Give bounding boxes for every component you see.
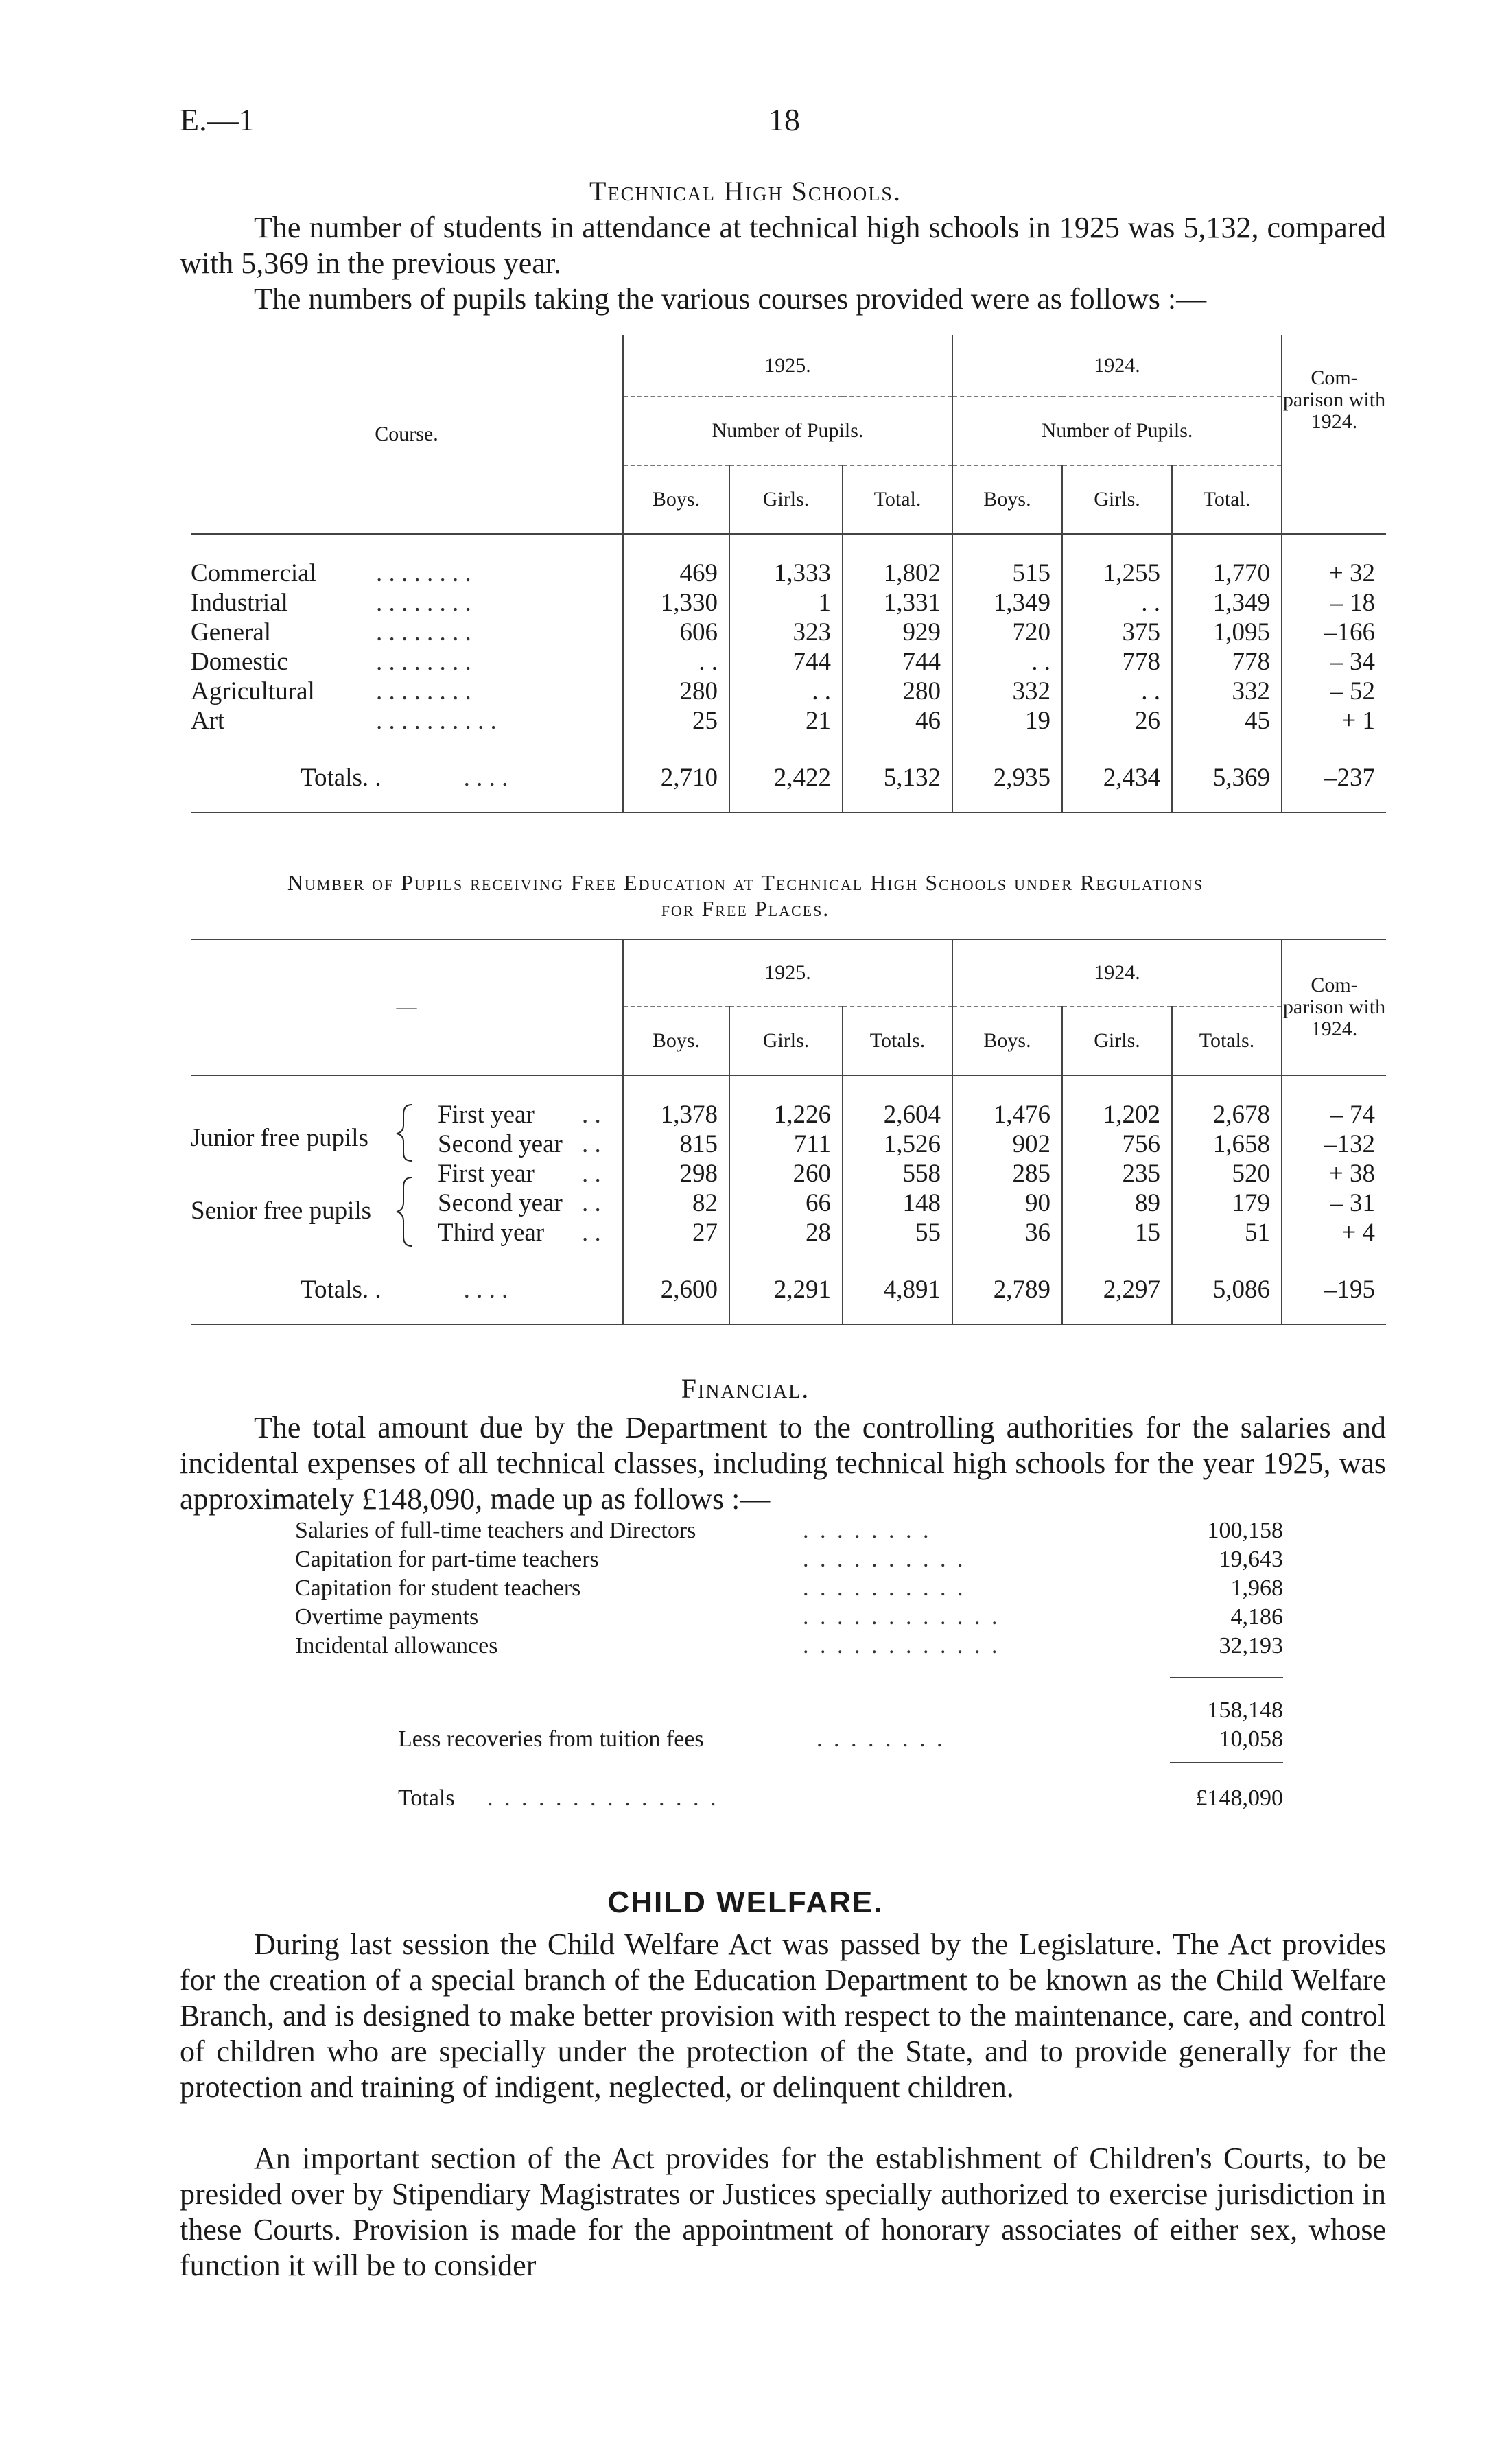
fp-boys-1925-header: Boys. — [623, 1007, 729, 1075]
fp-totals-1925-header: Totals. — [843, 1007, 952, 1075]
financial-totals-row — [295, 1785, 1283, 1814]
boys-1925-header: Boys. — [623, 465, 729, 534]
financial-item-label: Capitation for student teachers — [295, 1575, 581, 1601]
course-b25: 280 — [623, 677, 729, 706]
course-b24: 1,349 — [952, 588, 1062, 618]
free-pupils-row — [191, 1159, 1386, 1188]
free-pupils-t25: 55 — [843, 1218, 952, 1247]
course-cmp: + 1 — [1282, 706, 1386, 736]
course-label-cell — [191, 588, 623, 618]
child-welfare-title: CHILD WELFARE. — [607, 1886, 884, 1919]
free-pupils-b24: 90 — [952, 1188, 1062, 1218]
course-b24: 332 — [952, 677, 1062, 706]
fp-totals-row — [191, 1272, 1386, 1306]
free-pupils-dots: . . — [582, 1219, 601, 1247]
course-label: Agricultural — [191, 677, 315, 705]
course-g25: 1,333 — [729, 559, 843, 588]
financial-item-dots: . . . . . . . . . . — [803, 1575, 966, 1601]
free-pupils-dots: . . — [582, 1101, 601, 1129]
free-pupils-cmp: –132 — [1282, 1129, 1386, 1159]
course-t25: 1,802 — [843, 559, 952, 588]
total-rule — [1170, 1762, 1283, 1763]
child-welfare-paragraph-1: During last session the Child Welfare Act was passed by the Legislature. The Act provides for the creation of a special branch of the Education Department to be known as the Child Welfare Branch, and is designed to make better provision with respect to the maintenance, care, and control of children who are specially under the protection of the State, and to provide generally for the protection and training of indigent, neglected, or delinquent children. — [180, 1927, 1386, 2104]
fp-totals-label: Totals. . — [301, 1275, 381, 1304]
course-b25: 469 — [623, 559, 729, 588]
free-places-title-line-1: Number of Pupils receiving Free Education at Technical High Schools under Regulations — [287, 870, 1204, 895]
free-pupils-b24: 36 — [952, 1218, 1062, 1247]
course-cmp: –166 — [1282, 618, 1386, 647]
free-pupils-g24: 15 — [1062, 1218, 1172, 1247]
course-dots: . . . . . . . . — [376, 618, 471, 646]
course-label-cell — [191, 706, 623, 736]
course-t25: 1,331 — [843, 588, 952, 618]
senior-free-pupils-label: Senior free pupils — [191, 1197, 372, 1225]
free-pupils-cmp: – 31 — [1282, 1188, 1386, 1218]
financial-item-label: Capitation for part-time teachers — [295, 1547, 599, 1572]
course-row — [191, 559, 1386, 588]
financial-item-label: Salaries of full-time teachers and Directors — [295, 1518, 696, 1543]
course-t24: 778 — [1172, 647, 1282, 677]
course-row — [191, 647, 1386, 677]
free-pupils-g25: 711 — [729, 1129, 843, 1159]
course-cmp: – 52 — [1282, 677, 1386, 706]
free-pupils-t25: 1,526 — [843, 1129, 952, 1159]
course-g25: 744 — [729, 647, 843, 677]
course-t25: 280 — [843, 677, 952, 706]
course-dots: . . . . . . . . — [376, 559, 471, 587]
free-pupils-b25: 27 — [623, 1218, 729, 1247]
technical-paragraph-1: The number of students in attendance at technical high schools in 1925 was 5,132, compared with 5,369 in the previous year. — [180, 211, 1386, 280]
child-welfare-paragraph-2: An important section of the Act provides for the establishment of Children's Courts, to be presided over by Stipendiary Magistrates or Justices specially authorized to exercise jurisdiction in these Courts. Provision is made for the appointment of honorary associates of either sex, whose function it will be to consider — [180, 2142, 1386, 2282]
financial-item-row — [295, 1547, 1283, 1575]
free-pupils-g24: 1,202 — [1062, 1100, 1172, 1129]
financial-item-value: 4,186 — [1230, 1604, 1283, 1630]
course-g24: . . — [1062, 588, 1172, 618]
course-b24: 515 — [952, 559, 1062, 588]
course-t24: 1,770 — [1172, 559, 1282, 588]
course-g24: 778 — [1062, 647, 1172, 677]
course-label-cell — [191, 677, 623, 706]
course-b25: . . — [623, 647, 729, 677]
free-pupils-row — [191, 1129, 1386, 1159]
number-of-pupils-1925-header: Number of Pupils. — [623, 397, 952, 465]
course-g24: . . — [1062, 677, 1172, 706]
totals-label: Totals. . — [301, 763, 381, 792]
page-number: 18 — [768, 102, 800, 137]
course-label-cell — [191, 618, 623, 647]
fp-totals-boys-1924: 2,789 — [952, 1272, 1062, 1306]
course-g25: 323 — [729, 618, 843, 647]
course-t25: 744 — [843, 647, 952, 677]
free-pupils-g25: 28 — [729, 1218, 843, 1247]
course-row — [191, 706, 1386, 736]
course-g25: 21 — [729, 706, 843, 736]
free-pupils-t24: 520 — [1172, 1159, 1282, 1188]
junior-free-pupils-label: Junior free pupils — [191, 1124, 368, 1152]
subtotal-row — [295, 1698, 1283, 1726]
free-pupils-t24: 1,658 — [1172, 1129, 1282, 1159]
course-label: General — [191, 618, 272, 646]
financial-item-dots: . . . . . . . . . . . . — [803, 1604, 1000, 1630]
financial-item-row — [295, 1575, 1283, 1604]
report-reference: E.—1 — [180, 102, 255, 137]
free-pupils-b25: 82 — [623, 1188, 729, 1218]
course-dots: . . . . . . . . — [376, 677, 471, 705]
financial-item-dots: . . . . . . . . . . . . — [803, 1633, 1000, 1658]
course-label: Domestic — [191, 648, 288, 676]
fp-comparison-header: Com-parison with 1924. — [1282, 939, 1386, 1075]
totals-comparison: –237 — [1282, 760, 1386, 795]
free-pupils-dots: . . — [582, 1160, 601, 1188]
less-recoveries-row — [295, 1726, 1283, 1755]
financial-item-value: 100,158 — [1207, 1518, 1283, 1543]
courses-table — [191, 335, 1386, 813]
comparison-header: Com-parison with 1924. — [1282, 335, 1386, 465]
course-row — [191, 588, 1386, 618]
course-row — [191, 618, 1386, 647]
free-pupils-cmp: + 4 — [1282, 1218, 1386, 1247]
fp-totals-boys-1925: 2,600 — [623, 1272, 729, 1306]
course-t25: 46 — [843, 706, 952, 736]
fp-totals-girls-1924: 2,297 — [1062, 1272, 1172, 1306]
free-pupils-t24: 51 — [1172, 1218, 1282, 1247]
free-pupils-dots: . . — [582, 1130, 601, 1158]
stub-header: — — [191, 939, 623, 1075]
less-recoveries-value: 10,058 — [1219, 1726, 1283, 1752]
course-dots: . . . . . . . . . . — [376, 707, 497, 735]
free-pupils-label: First year — [438, 1160, 535, 1188]
free-pupils-label: Third year — [438, 1219, 545, 1247]
financial-paragraph: The total amount due by the Department to the controlling authorities for the salaries and incidental expenses of all technical classes, including technical high schools for the year 1925, was approximately £148,090, made up as follows :— — [180, 1411, 1386, 1516]
courses-totals-row — [191, 760, 1386, 795]
free-pupils-dots: . . — [582, 1189, 601, 1217]
course-t24: 1,095 — [1172, 618, 1282, 647]
course-cmp: + 32 — [1282, 559, 1386, 588]
course-header: Course. — [191, 335, 623, 534]
financial-totals-dots: . . . . . . . . . . . . . . — [487, 1785, 719, 1811]
course-label: Commercial — [191, 559, 316, 587]
free-pupils-g25: 66 — [729, 1188, 843, 1218]
fp-year-1924-header: 1924. — [952, 939, 1282, 1007]
course-label-cell — [191, 647, 623, 677]
free-pupils-g25: 260 — [729, 1159, 843, 1188]
financial-items — [295, 1518, 1283, 1662]
course-label-cell — [191, 559, 623, 588]
course-g25: 1 — [729, 588, 843, 618]
course-g25: . . — [729, 677, 843, 706]
course-b25: 1,330 — [623, 588, 729, 618]
fp-girls-1925-header: Girls. — [729, 1007, 843, 1075]
free-pupils-g24: 89 — [1062, 1188, 1172, 1218]
technical-section-title: Technical High Schools. — [589, 176, 902, 207]
course-t24: 332 — [1172, 677, 1282, 706]
course-t24: 1,349 — [1172, 588, 1282, 618]
girls-1925-header: Girls. — [729, 465, 843, 534]
total-1925-header: Total. — [843, 465, 952, 534]
course-b24: 720 — [952, 618, 1062, 647]
totals-boys-1925: 2,710 — [623, 760, 729, 795]
subtotal-value: 158,148 — [1207, 1698, 1283, 1723]
fp-totals-comparison: –195 — [1282, 1272, 1386, 1306]
girls-1924-header: Girls. — [1062, 465, 1172, 534]
totals-boys-1924: 2,935 — [952, 760, 1062, 795]
course-g24: 1,255 — [1062, 559, 1172, 588]
year-1924-header: 1924. — [952, 335, 1282, 397]
free-pupils-t24: 179 — [1172, 1188, 1282, 1218]
brace-glyphs — [390, 1101, 417, 1252]
course-dots: . . . . . . . . — [376, 589, 471, 617]
totals-dots: . . . . — [463, 763, 508, 792]
course-t25: 929 — [843, 618, 952, 647]
course-cmp: – 34 — [1282, 647, 1386, 677]
fp-year-1925-header: 1925. — [623, 939, 952, 1007]
free-pupils-t24: 2,678 — [1172, 1100, 1282, 1129]
fp-totals-total-1925: 4,891 — [843, 1272, 952, 1306]
free-pupils-cmp: + 38 — [1282, 1159, 1386, 1188]
less-recoveries-dots: . . . . . . . . — [817, 1726, 946, 1752]
free-pupils-g25: 1,226 — [729, 1100, 843, 1129]
financial-item-value: 1,968 — [1230, 1575, 1283, 1601]
number-of-pupils-1924-header: Number of Pupils. — [952, 397, 1282, 465]
financial-item-value: 19,643 — [1219, 1547, 1283, 1572]
free-pupils-t25: 148 — [843, 1188, 952, 1218]
course-b25: 606 — [623, 618, 729, 647]
free-pupils-t25: 2,604 — [843, 1100, 952, 1129]
financial-title: Financial. — [681, 1373, 810, 1404]
financial-item-value: 32,193 — [1219, 1633, 1283, 1658]
fp-boys-1924-header: Boys. — [952, 1007, 1062, 1075]
course-g24: 375 — [1062, 618, 1172, 647]
free-pupils-b25: 1,378 — [623, 1100, 729, 1129]
year-1925-header: 1925. — [623, 335, 952, 397]
financial-item-row — [295, 1633, 1283, 1662]
financial-item-dots: . . . . . . . . . . — [803, 1547, 966, 1572]
free-pupils-b24: 902 — [952, 1129, 1062, 1159]
course-label: Industrial — [191, 589, 288, 617]
totals-girls-1925: 2,422 — [729, 760, 843, 795]
total-1924-header: Total. — [1172, 465, 1282, 534]
financial-item-label: Overtime payments — [295, 1604, 479, 1630]
financial-item-label: Incidental allowances — [295, 1633, 498, 1658]
financial-item-row — [295, 1518, 1283, 1547]
free-places-title-line-2: for Free Places. — [661, 896, 830, 921]
less-recoveries-label: Less recoveries from tuition fees — [398, 1726, 704, 1752]
free-pupils-label: First year — [438, 1101, 535, 1129]
senior-brace — [397, 1177, 412, 1246]
totals-total-1924: 5,369 — [1172, 760, 1282, 795]
financial-totals-value: £148,090 — [1195, 1785, 1283, 1811]
fp-totals-girls-1925: 2,291 — [729, 1272, 843, 1306]
free-pupils-label: Second year — [438, 1130, 563, 1158]
junior-brace — [397, 1105, 412, 1161]
course-b24: . . — [952, 647, 1062, 677]
financial-item-row — [295, 1604, 1283, 1633]
subtotal-rule — [1170, 1677, 1283, 1678]
course-label: Art — [191, 707, 225, 735]
financial-item-dots: . . . . . . . . — [803, 1518, 932, 1543]
course-cmp: – 18 — [1282, 588, 1386, 618]
financial-totals-label: Totals — [398, 1785, 455, 1811]
course-g24: 26 — [1062, 706, 1172, 736]
free-pupils-b24: 1,476 — [952, 1100, 1062, 1129]
boys-1924-header: Boys. — [952, 465, 1062, 534]
free-places-table — [191, 939, 1386, 1325]
course-b25: 25 — [623, 706, 729, 736]
totals-girls-1924: 2,434 — [1062, 760, 1172, 795]
course-row — [191, 677, 1386, 706]
free-pupils-b24: 285 — [952, 1159, 1062, 1188]
free-pupils-row — [191, 1100, 1386, 1129]
course-b24: 19 — [952, 706, 1062, 736]
free-pupils-g24: 235 — [1062, 1159, 1172, 1188]
free-pupils-label: Second year — [438, 1189, 563, 1217]
free-pupils-b25: 298 — [623, 1159, 729, 1188]
totals-total-1925: 5,132 — [843, 760, 952, 795]
fp-girls-1924-header: Girls. — [1062, 1007, 1172, 1075]
fp-totals-1924-header: Totals. — [1172, 1007, 1282, 1075]
fp-totals-total-1924: 5,086 — [1172, 1272, 1282, 1306]
financial-summary — [295, 1698, 1283, 1755]
free-pupils-g24: 756 — [1062, 1129, 1172, 1159]
fp-totals-dots: . . . . — [463, 1275, 508, 1304]
free-pupils-b25: 815 — [623, 1129, 729, 1159]
technical-paragraph-2: The numbers of pupils taking the various courses provided were as follows :— — [254, 282, 1207, 316]
free-pupils-t25: 558 — [843, 1159, 952, 1188]
course-dots: . . . . . . . . — [376, 648, 471, 676]
free-pupils-cmp: – 74 — [1282, 1100, 1386, 1129]
course-t24: 45 — [1172, 706, 1282, 736]
